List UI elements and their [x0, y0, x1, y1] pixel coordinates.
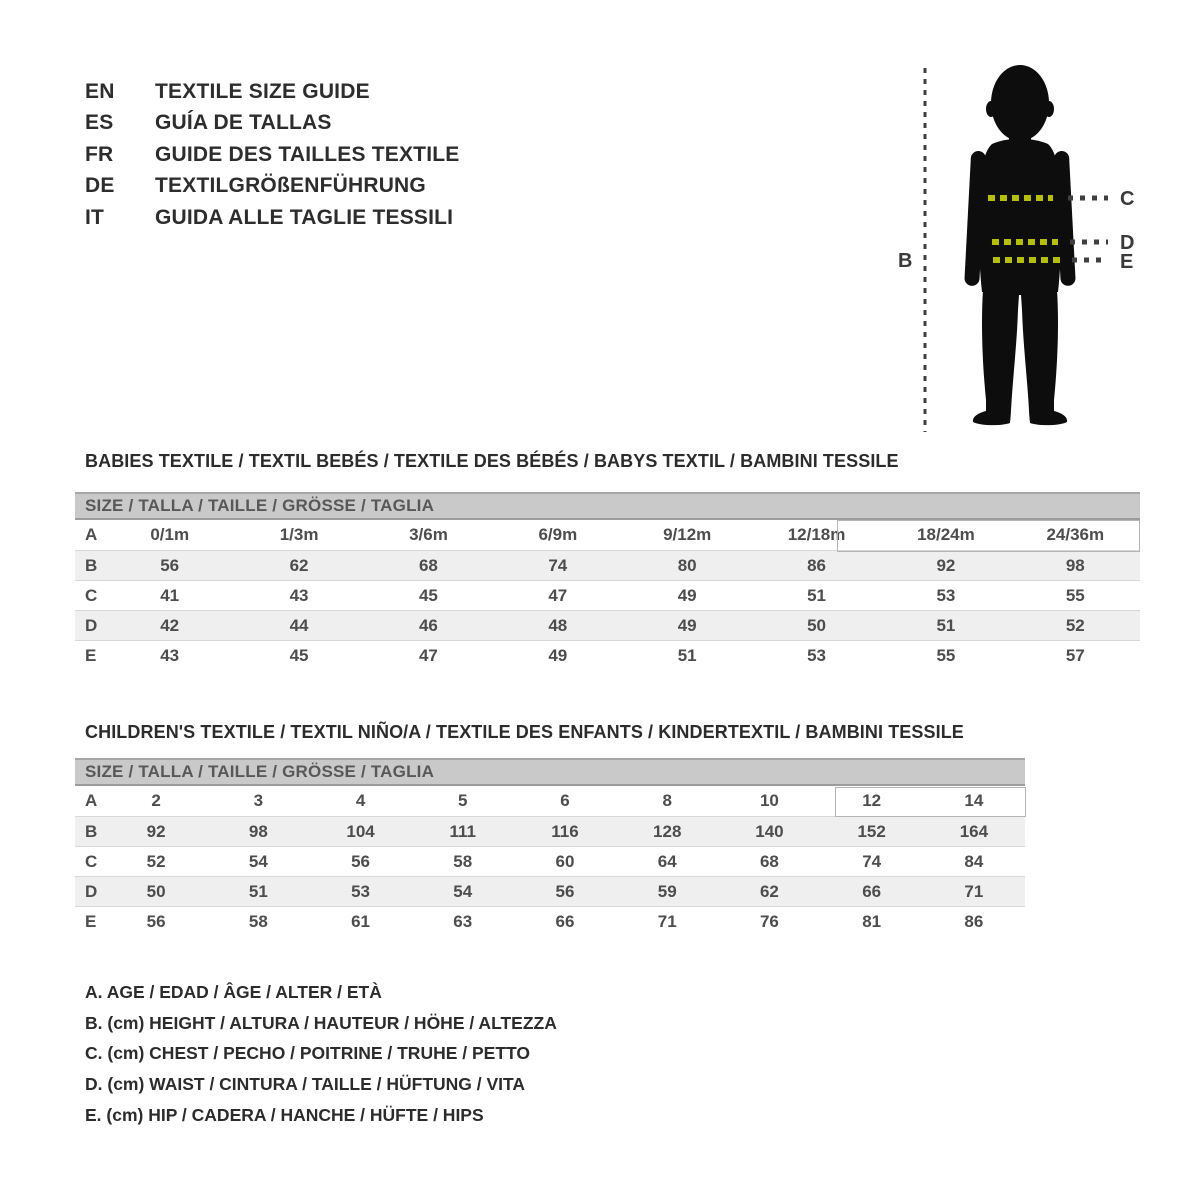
row-label: B	[85, 821, 98, 841]
cell: 12/18m	[787, 525, 846, 544]
cell: 60	[555, 851, 575, 871]
legend-item: C. (cm) CHEST / PECHO / POITRINE / TRUHE / PETTO	[85, 1043, 531, 1064]
cell: 52	[1065, 615, 1085, 635]
cell: 55	[936, 645, 956, 665]
cell: 46	[418, 615, 438, 635]
cell: 81	[862, 911, 882, 931]
cell: 62	[759, 881, 779, 901]
cell: 104	[346, 821, 375, 841]
language-row	[85, 202, 459, 234]
cell: 98	[1065, 555, 1085, 575]
children-section-title: CHILDREN'S TEXTILE / TEXTIL NIÑO/A / TEXTILE DES ENFANTS / KINDERTEXTIL / BAMBINI TESSILE	[85, 722, 964, 742]
table-header: SIZE / TALLA / TAILLE / GRÖSSE / TAGLIA	[75, 758, 1025, 786]
language-code: DE	[85, 174, 115, 198]
row-label: D	[85, 615, 98, 635]
row-label: A	[85, 525, 98, 544]
cell: 92	[146, 821, 166, 841]
cell: 54	[453, 881, 473, 901]
language-label: TEXTILGRÖßENFÜHRUNG	[155, 174, 426, 198]
cell: 164	[959, 821, 989, 841]
cell: 57	[1065, 645, 1085, 665]
cell: 51	[677, 645, 697, 665]
cell: 43	[160, 645, 180, 665]
cell: 52	[146, 851, 166, 871]
row-label: C	[85, 585, 98, 605]
table-row-b	[75, 550, 1140, 580]
label-waist-d: D	[1120, 232, 1135, 254]
cell: 6/9m	[538, 525, 578, 544]
cell: 51	[807, 585, 827, 605]
cell: 56	[555, 881, 575, 901]
language-code: FR	[85, 142, 114, 166]
cell: 6	[560, 791, 570, 810]
cell: 53	[936, 585, 956, 605]
row-label: C	[85, 851, 98, 871]
table-row-b	[75, 816, 1025, 846]
table-row-a	[75, 520, 1140, 550]
cell: 10	[759, 791, 779, 810]
cell: 71	[657, 911, 677, 931]
cell: 2	[151, 791, 161, 810]
language-code: IT	[85, 205, 105, 229]
cell: 53	[807, 645, 827, 665]
row-label: E	[85, 911, 97, 931]
cell: 152	[857, 821, 886, 841]
cell: 55	[1065, 585, 1085, 605]
cell: 49	[677, 615, 697, 635]
language-code: EN	[85, 79, 115, 103]
table-row-a	[75, 786, 1025, 816]
cell: 56	[351, 851, 370, 871]
legend-item: A. AGE / EDAD / ÂGE / ALTER / ETÀ	[85, 981, 382, 1002]
cell: 51	[936, 615, 956, 635]
legend-item: B. (cm) HEIGHT / ALTURA / HAUTEUR / HÖHE / ALTEZZA	[85, 1012, 557, 1033]
cell: 53	[351, 881, 370, 901]
cell: 86	[964, 911, 984, 931]
cell: 47	[418, 645, 438, 665]
table-row-c	[75, 846, 1025, 876]
cell: 140	[755, 821, 784, 841]
babies-size-table	[75, 492, 1140, 670]
cell: 18/24m	[917, 525, 975, 544]
child-silhouette-icon	[964, 65, 1076, 425]
row-label: E	[85, 645, 97, 665]
row-label: D	[85, 881, 98, 901]
table-row-d	[75, 876, 1025, 906]
cell: 66	[555, 911, 575, 931]
cell: 0/1m	[150, 525, 190, 544]
cell: 45	[289, 645, 309, 665]
language-label: GUIDE DES TAILLES TEXTILE	[155, 142, 460, 166]
cell: 59	[657, 881, 677, 901]
cell: 1/3m	[279, 525, 319, 544]
cell: 47	[548, 585, 568, 605]
language-row	[85, 76, 459, 108]
cell: 44	[289, 615, 309, 635]
cell: 74	[548, 555, 568, 575]
children-size-table	[75, 758, 1025, 936]
cell: 58	[453, 851, 473, 871]
cell: 62	[289, 555, 309, 575]
language-row	[85, 108, 459, 140]
cell: 56	[146, 911, 166, 931]
table-row-e	[75, 640, 1140, 670]
table-row-c	[75, 580, 1140, 610]
cell: 68	[759, 851, 779, 871]
row-label: A	[85, 791, 98, 810]
cell: 50	[807, 615, 827, 635]
label-height-b: B	[898, 250, 913, 272]
label-hip-e: E	[1120, 251, 1134, 273]
cell: 63	[453, 911, 473, 931]
measure-legend	[85, 977, 557, 1131]
cell: 116	[551, 821, 579, 841]
language-label: TEXTILE SIZE GUIDE	[155, 79, 370, 103]
cell: 56	[160, 555, 180, 575]
cell: 50	[146, 881, 166, 901]
language-label: GUÍA DE TALLAS	[155, 111, 332, 135]
table-row-e	[75, 906, 1025, 936]
cell: 92	[936, 555, 956, 575]
legend-item: E. (cm) HIP / CADERA / HANCHE / HÜFTE / HIPS	[85, 1105, 484, 1126]
cell: 61	[351, 911, 370, 931]
measurement-figure	[880, 45, 1170, 445]
language-row	[85, 171, 459, 203]
cell: 58	[248, 911, 268, 931]
language-label: GUIDA ALLE TAGLIE TESSILI	[155, 205, 454, 229]
cell: 98	[248, 821, 268, 841]
cell: 42	[160, 615, 180, 635]
language-code: ES	[85, 111, 114, 135]
row-label: B	[85, 555, 98, 575]
language-row	[85, 139, 459, 171]
table-header: SIZE / TALLA / TAILLE / GRÖSSE / TAGLIA	[75, 492, 1140, 520]
cell: 74	[862, 851, 882, 871]
cell: 41	[160, 585, 180, 605]
cell: 51	[248, 881, 268, 901]
cell: 14	[964, 791, 984, 810]
cell: 9/12m	[663, 525, 712, 544]
cell: 45	[418, 585, 438, 605]
cell: 76	[759, 911, 779, 931]
cell: 128	[653, 821, 682, 841]
cell: 111	[449, 821, 477, 841]
cell: 64	[657, 851, 677, 871]
cell: 5	[458, 791, 468, 810]
cell: 12	[862, 791, 882, 810]
label-chest-c: C	[1120, 188, 1135, 210]
language-title-block	[85, 76, 459, 234]
cell: 54	[248, 851, 268, 871]
cell: 86	[807, 555, 827, 575]
cell: 66	[862, 881, 882, 901]
cell: 48	[548, 615, 568, 635]
cell: 4	[355, 791, 366, 810]
cell: 68	[418, 555, 438, 575]
legend-item: D. (cm) WAIST / CINTURA / TAILLE / HÜFTUNG / VITA	[85, 1074, 526, 1095]
cell: 80	[677, 555, 697, 575]
cell: 8	[662, 791, 672, 810]
cell: 71	[964, 881, 984, 901]
cell: 49	[677, 585, 697, 605]
babies-section-title: BABIES TEXTILE / TEXTIL BEBÉS / TEXTILE DES BÉBÉS / BABYS TEXTIL / BAMBINI TESSILE	[85, 451, 899, 471]
cell: 49	[548, 645, 568, 665]
cell: 84	[964, 851, 984, 871]
table-row-d	[75, 610, 1140, 640]
cell: 43	[289, 585, 309, 605]
cell: 24/36m	[1046, 525, 1105, 544]
cell: 3	[253, 791, 264, 810]
cell: 3/6m	[409, 525, 448, 544]
